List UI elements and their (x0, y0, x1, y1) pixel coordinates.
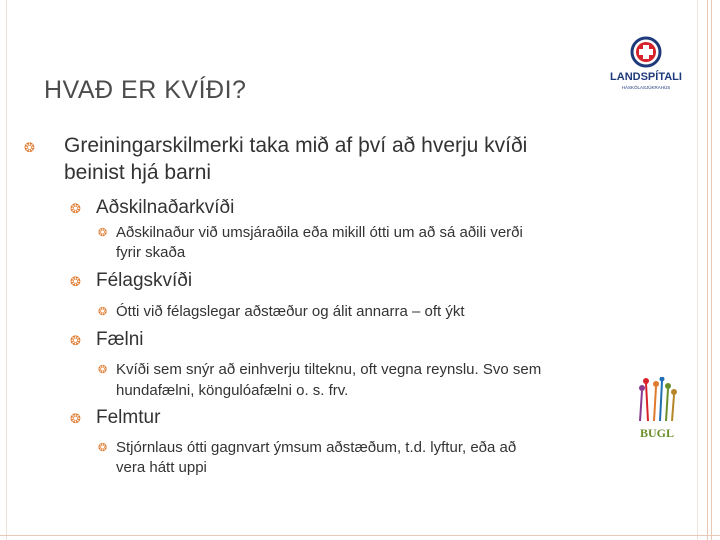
item-label: Félagskvíði (96, 270, 193, 291)
detail-bullet-icon: ❂ (98, 442, 108, 454)
detail-bullet-icon: ❂ (98, 306, 108, 318)
frame-line (711, 0, 712, 540)
landspitali-logo-text: LANDSPÍTALI (610, 71, 682, 83)
sub-bullet-icon: ❂ (70, 411, 81, 426)
sub-bullet-icon: ❂ (70, 274, 81, 289)
landspitali-logo (604, 35, 688, 93)
bugl-logo-text: BUGL (639, 426, 675, 440)
bullet-icon: ❂ (24, 140, 35, 155)
slide-title: HVAÐ ER KVÍÐI? (44, 76, 247, 104)
item-label: Aðskilnaðarkvíði (96, 197, 235, 218)
item-detail-line-1: Aðskilnaður við umsjáraðila eða mikill ótti um að sá aðili verði (116, 224, 523, 241)
item-detail-line-1: Kvíði sem snýr að einhverju tilteknu, oft vegna reynslu. Svo sem (116, 361, 542, 378)
item-detail-line-2: fyrir skaða (116, 244, 186, 261)
frame-line (0, 535, 720, 536)
frame-line (697, 0, 698, 540)
item-detail-line-2: vera hátt uppi (116, 459, 207, 476)
sub-bullet-icon: ❂ (70, 333, 81, 348)
item-detail-line-1: Stjórnlaus ótti gagnvart ýmsum aðstæðum, t.d. lyftur, eða að (116, 439, 517, 456)
main-bullet-line-2: beinist hjá barni (64, 161, 212, 184)
frame-line (707, 0, 708, 540)
sub-bullet-icon: ❂ (70, 201, 81, 216)
landspitali-logo-subtext: HÁSKÓLASJÚKRAHÚS (621, 85, 671, 90)
bugl-logo (632, 377, 682, 443)
item-label: Felmtur (96, 407, 161, 428)
detail-bullet-icon: ❂ (98, 227, 108, 239)
item-detail-line-1: Ótti við félagslegar aðstæður og álit annarra – oft ýkt (116, 303, 465, 320)
frame-line (6, 0, 7, 540)
detail-bullet-icon: ❂ (98, 364, 108, 376)
item-label: Fælni (96, 329, 144, 350)
main-bullet-line-1: Greiningarskilmerki taka mið af því að hverju kvíði (64, 134, 528, 157)
item-detail-line-2: hundafælni, köngulóafælni o. s. frv. (116, 382, 349, 399)
